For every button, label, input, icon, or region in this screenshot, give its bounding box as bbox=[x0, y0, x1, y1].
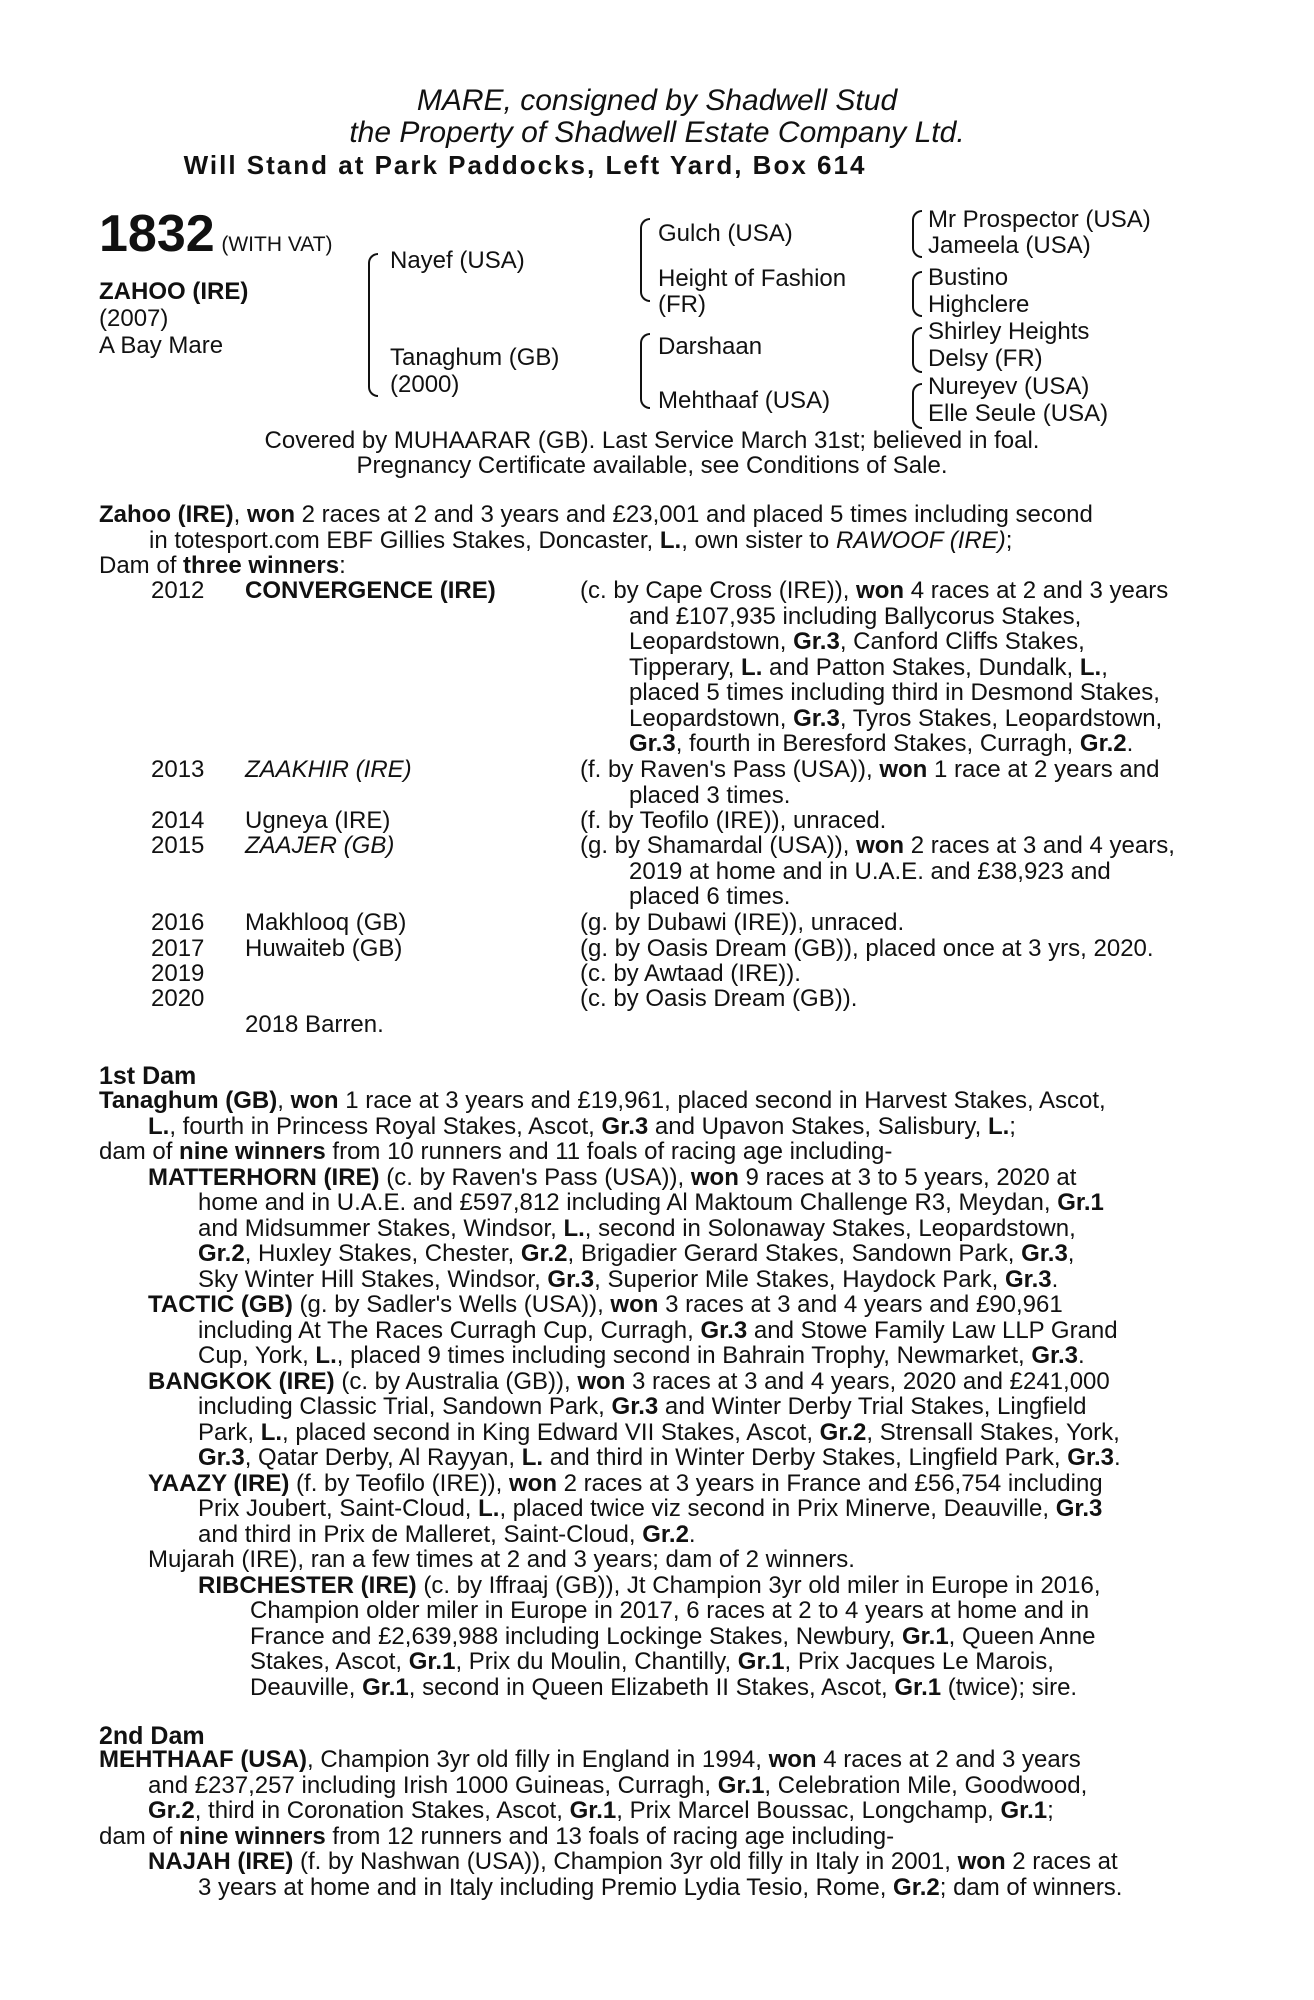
emphasis-text: won bbox=[290, 1087, 339, 1114]
text-run: and Upavon Stakes, Salisbury, bbox=[648, 1112, 988, 1140]
first-dam-line bbox=[198, 1445, 1210, 1471]
produce-name: ZAAJER (GB) bbox=[245, 832, 395, 859]
pedigree-dam-dam: Mehthaaf (USA) bbox=[658, 387, 831, 414]
text-run: . bbox=[1051, 1265, 1059, 1293]
emphasis-text: L. bbox=[148, 1112, 170, 1140]
text-run: , third in Coronation Stakes, Ascot, bbox=[194, 1797, 570, 1824]
produce-detail-line bbox=[580, 808, 1210, 834]
pedigree-brace-ss bbox=[912, 210, 922, 258]
emphasis-text: L. bbox=[260, 1418, 283, 1446]
emphasis-text: won bbox=[856, 832, 905, 859]
text-run: and Stowe Family Law LLP Grand bbox=[747, 1316, 1118, 1344]
second-dam-line bbox=[148, 1798, 1210, 1824]
text-run: (c. by Awtaad (IRE)). bbox=[580, 960, 801, 987]
emphasis-text: L. bbox=[521, 1444, 544, 1471]
text-run: (g. by Dubawi (IRE)), unraced. bbox=[580, 909, 905, 936]
vat-label: (WITH VAT) bbox=[221, 233, 333, 256]
text-run: , Superior Mile Stakes, Haydock Park, bbox=[594, 1265, 1005, 1293]
text-run: 1 race at 2 years and bbox=[927, 756, 1160, 783]
emphasis-text: Gr.3 bbox=[601, 1112, 649, 1140]
emphasis-text: Gr.3 bbox=[547, 1265, 595, 1293]
emphasis-text: L. bbox=[478, 1495, 500, 1522]
produce-detail-line bbox=[629, 706, 1210, 732]
emphasis-text: Gr.3 bbox=[1055, 1495, 1103, 1522]
text-run: placed 3 times. bbox=[629, 781, 791, 809]
emphasis-text: L. bbox=[741, 653, 763, 681]
emphasis-text: BANGKOK (IRE) bbox=[148, 1367, 335, 1395]
text-run: dam of bbox=[99, 1138, 180, 1165]
text-run: (c. by Cape Cross (IRE)), bbox=[580, 577, 857, 604]
produce-year: 2014 bbox=[151, 807, 205, 834]
produce-detail-line bbox=[580, 833, 1210, 859]
emphasis-text: Gr.2 bbox=[148, 1797, 195, 1824]
emphasis-text: nine winners bbox=[179, 1822, 326, 1850]
produce-detail-line bbox=[629, 629, 1210, 655]
barren-note: 2018 Barren. bbox=[245, 1011, 384, 1038]
text-run: , Tyros Stakes, Leopardstown, bbox=[839, 704, 1163, 732]
produce-detail-line bbox=[580, 910, 1210, 936]
text-run: Stakes, Ascot, bbox=[250, 1648, 409, 1675]
produce-detail-line bbox=[629, 783, 1210, 809]
text-run: Deauville, bbox=[250, 1673, 363, 1701]
pedigree-brace-dam bbox=[640, 333, 650, 409]
produce-name: ZAAKHIR (IRE) bbox=[245, 756, 412, 783]
text-run: 2 races at 3 and 4 years, bbox=[904, 832, 1175, 859]
emphasis-text: L. bbox=[1079, 653, 1102, 681]
text-run: 1 race at 3 years and £19,961, placed second in Harvest Stakes, Ascot, bbox=[338, 1087, 1106, 1114]
pedigree-dam-sire: Darshaan bbox=[658, 333, 763, 360]
text-run: , bbox=[1067, 1240, 1075, 1267]
text-run: , Brigadier Gerard Stakes, Sandown Park, bbox=[567, 1240, 1022, 1267]
pedigree-brace-sd bbox=[912, 271, 922, 317]
first-dam-line bbox=[148, 1369, 1210, 1395]
text-run: Mujarah (IRE), ran a few times at 2 and 3 years; dam of 2 winners. bbox=[148, 1546, 855, 1573]
produce-detail-line bbox=[580, 961, 1210, 987]
text-run: Park, bbox=[198, 1418, 261, 1446]
produce-detail-line bbox=[629, 655, 1210, 681]
text-run: , placed twice viz second in Prix Minerve, Deauville, bbox=[499, 1495, 1056, 1522]
emphasis-text: L. bbox=[315, 1342, 337, 1369]
text-run: , Canford Cliffs Stakes, bbox=[839, 628, 1085, 655]
text-run: , bbox=[277, 1087, 291, 1114]
text-run: (f. by Teofilo (IRE)), bbox=[289, 1469, 509, 1497]
text-run: , Prix Jacques Le Marois, bbox=[784, 1648, 1054, 1675]
text-run: . bbox=[688, 1520, 696, 1548]
emphasis-text: Gr.2 bbox=[198, 1240, 245, 1267]
text-run: dam of bbox=[99, 1822, 180, 1850]
text-run: Champion older miler in Europe in 2017, 6 races at 2 to 4 years at home and in bbox=[250, 1597, 1090, 1624]
text-run: , Champion 3yr old filly in England in 1994, bbox=[306, 1746, 769, 1773]
text-run: ; bbox=[1047, 1797, 1054, 1824]
first-dam-line bbox=[148, 1292, 1210, 1318]
pedigree-dds: Nureyev (USA) bbox=[928, 373, 1090, 400]
first-dam-line bbox=[198, 1241, 1210, 1267]
half-sibling-name: RAWOOF (IRE) bbox=[835, 526, 1006, 554]
first-dam-line bbox=[198, 1216, 1210, 1242]
pedigree-sire-dam-2: (FR) bbox=[658, 291, 706, 318]
emphasis-text: three winners bbox=[183, 552, 340, 579]
text-run: , second in Solonaway Stakes, Leopardstown, bbox=[584, 1214, 1076, 1242]
text-run: , fourth in Princess Royal Stakes, Ascot, bbox=[169, 1112, 602, 1140]
emphasis-text: won bbox=[768, 1746, 817, 1773]
text-run: Leopardstown, bbox=[629, 704, 794, 732]
produce-year: 2020 bbox=[151, 985, 205, 1012]
text-run: Sky Winter Hill Stakes, Windsor, bbox=[198, 1265, 548, 1293]
emphasis-text: Gr.3 bbox=[611, 1393, 659, 1420]
text-run: . bbox=[1078, 1342, 1085, 1369]
text-run: and Patton Stakes, Dundalk, bbox=[762, 653, 1080, 681]
emphasis-text: won bbox=[508, 1469, 557, 1497]
emphasis-text: Gr.2 bbox=[642, 1520, 689, 1548]
text-run: and Winter Derby Trial Stakes, Lingfield bbox=[658, 1393, 1087, 1420]
produce-year: 2016 bbox=[151, 909, 205, 936]
second-dam-line bbox=[148, 1773, 1210, 1799]
text-run: and £107,935 including Ballycorus Stakes, bbox=[629, 602, 1082, 630]
emphasis-text: won bbox=[690, 1163, 739, 1191]
produce-detail-line bbox=[629, 604, 1210, 630]
text-run: (f. by Nashwan (USA)), Champion 3yr old filly in Italy in 2001, bbox=[293, 1848, 958, 1875]
emphasis-text: RIBCHESTER (IRE) bbox=[198, 1571, 417, 1599]
produce-detail-line bbox=[580, 757, 1210, 783]
first-dam-line bbox=[198, 1343, 1210, 1369]
emphasis-text: Gr.1 bbox=[901, 1622, 949, 1650]
first-dam-line bbox=[250, 1675, 1210, 1701]
produce-year: 2012 bbox=[151, 577, 205, 604]
text-run: in totesport.com EBF Gillies Stakes, Doncaster, bbox=[149, 526, 660, 554]
text-run: from 12 runners and 13 foals of racing age including- bbox=[325, 1822, 895, 1850]
emphasis-text: Gr.1 bbox=[1057, 1189, 1104, 1216]
emphasis-text: won bbox=[957, 1848, 1006, 1875]
lot-name: ZAHOO (IRE) bbox=[99, 278, 249, 305]
text-run: (g. by Shamardal (USA)), bbox=[580, 832, 857, 859]
text-run: and £237,257 including Irish 1000 Guineas, Curragh, bbox=[148, 1771, 718, 1799]
second-dam-line bbox=[148, 1849, 1210, 1875]
emphasis-text: Gr.2 bbox=[1079, 730, 1127, 757]
emphasis-text: Gr.1 bbox=[408, 1648, 456, 1675]
text-run: (c. by Oasis Dream (GB)). bbox=[580, 985, 858, 1012]
first-dam-line bbox=[198, 1394, 1210, 1420]
pedigree-dsd: Delsy (FR) bbox=[928, 345, 1043, 372]
produce-detail-line bbox=[629, 731, 1210, 757]
first-dam-line bbox=[148, 1114, 1210, 1140]
pedigree-ddd: Elle Seule (USA) bbox=[928, 400, 1109, 427]
text-run: and third in Winter Derby Stakes, Lingfield Park, bbox=[543, 1444, 1068, 1471]
text-run: , Prix Marcel Boussac, Longchamp, bbox=[616, 1797, 1001, 1824]
intro-line bbox=[99, 553, 699, 579]
text-run: , placed second in King Edward VII Stakes, Ascot, bbox=[282, 1418, 820, 1446]
emphasis-text: won bbox=[879, 756, 928, 783]
emphasis-text: Gr.1 bbox=[894, 1673, 942, 1701]
emphasis-text: Gr.3 bbox=[1031, 1342, 1079, 1369]
produce-year: 2013 bbox=[151, 756, 205, 783]
produce-name: Huwaiteb (GB) bbox=[245, 935, 403, 962]
produce-name: Ugneya (IRE) bbox=[245, 807, 391, 834]
pedigree-sdd: Highclere bbox=[928, 291, 1030, 318]
emphasis-text: Gr.1 bbox=[737, 1648, 785, 1675]
text-run: (f. by Teofilo (IRE)), unraced. bbox=[580, 807, 887, 834]
header-line-1: MARE, consigned by Shadwell Stud bbox=[416, 84, 898, 117]
text-run: , Huxley Stakes, Chester, bbox=[244, 1240, 521, 1267]
pedigree-sss: Mr Prospector (USA) bbox=[928, 206, 1151, 233]
text-run: 3 years at home and in Italy including Premio Lydia Tesio, Rome, bbox=[198, 1873, 894, 1901]
emphasis-text: TACTIC (GB) bbox=[148, 1291, 293, 1318]
text-run: 4 races at 2 and 3 years bbox=[816, 1746, 1081, 1773]
pedigree-ssd: Jameela (USA) bbox=[928, 232, 1091, 259]
text-run: , Prix du Moulin, Chantilly, bbox=[455, 1648, 738, 1675]
text-run: (g. by Oasis Dream (GB)), placed once at 3 yrs, 2020. bbox=[580, 935, 1154, 962]
first-dam-line bbox=[250, 1624, 1210, 1650]
emphasis-text: won bbox=[577, 1367, 626, 1395]
emphasis-text: Gr.3 bbox=[629, 730, 676, 757]
text-run: 9 races at 3 to 5 years, 2020 at bbox=[738, 1163, 1077, 1191]
text-run: Leopardstown, bbox=[629, 628, 794, 655]
header-line-2: the Property of Shadwell Estate Company Ltd. bbox=[349, 116, 965, 149]
covered-line-1: Covered by MUHAARAR (GB). Last Service March 31st; believed in foal. bbox=[264, 427, 1040, 454]
first-dam-line bbox=[198, 1318, 1210, 1344]
emphasis-text: Tanaghum (GB) bbox=[99, 1087, 278, 1114]
produce-detail-line bbox=[580, 986, 1210, 1012]
first-dam-line bbox=[148, 1471, 1210, 1497]
pedigree-brace-main bbox=[368, 253, 378, 397]
emphasis-text: won bbox=[247, 501, 295, 528]
text-run: 2019 at home and in U.A.E. and £38,923 and bbox=[629, 857, 1111, 885]
text-run: 2 races at bbox=[1005, 1848, 1118, 1875]
intro-line bbox=[99, 502, 1210, 528]
first-dam-line bbox=[198, 1267, 1210, 1293]
produce-year: 2017 bbox=[151, 935, 205, 962]
second-dam-line bbox=[99, 1747, 1210, 1773]
text-run: including At The Races Curragh Cup, Curragh, bbox=[198, 1316, 701, 1344]
covered-line-2: Pregnancy Certificate available, see Conditions of Sale. bbox=[356, 452, 948, 479]
text-run: , own sister to bbox=[681, 526, 836, 554]
emphasis-text: Gr.2 bbox=[819, 1418, 867, 1446]
text-run: 2 races at 3 years in France and £56,754 including bbox=[556, 1469, 1103, 1497]
emphasis-text: nine winners bbox=[179, 1138, 326, 1165]
text-run: from 10 runners and 11 foals of racing age including- bbox=[325, 1138, 893, 1165]
text-run: (f. by Raven's Pass (USA)), bbox=[580, 756, 880, 783]
produce-year: 2019 bbox=[151, 960, 205, 987]
pedigree-brace-dd bbox=[912, 383, 922, 429]
pedigree-dss: Shirley Heights bbox=[928, 318, 1090, 345]
emphasis-text: Zahoo (IRE) bbox=[99, 501, 234, 528]
first-dam-line bbox=[148, 1547, 1210, 1573]
text-run: including Classic Trial, Sandown Park, bbox=[198, 1393, 612, 1420]
emphasis-text: Gr.3 bbox=[1067, 1444, 1114, 1471]
text-run: Prix Joubert, Saint-Cloud, bbox=[198, 1495, 479, 1522]
produce-detail-line bbox=[629, 884, 1210, 910]
lot-description: A Bay Mare bbox=[99, 332, 224, 359]
emphasis-text: MEHTHAAF (USA) bbox=[99, 1746, 307, 1773]
text-run: Tipperary, bbox=[629, 653, 742, 681]
text-run: ; bbox=[1005, 526, 1013, 554]
text-run: placed 6 times. bbox=[629, 883, 791, 910]
text-run: (c. by Iffraaj (GB)), Jt Champion 3yr old miler in Europe in 2016, bbox=[416, 1571, 1101, 1599]
text-run: , Queen Anne bbox=[948, 1622, 1096, 1650]
produce-detail-line bbox=[580, 578, 1210, 604]
text-run: 3 races at 3 and 4 years, 2020 and £241,000 bbox=[625, 1367, 1110, 1395]
text-run: 2 races at 2 and 3 years and £23,001 and placed 5 times including second bbox=[295, 501, 1093, 528]
text-run: Dam of bbox=[99, 552, 184, 579]
first-dam-line bbox=[198, 1190, 1210, 1216]
second-dam-heading: 2nd Dam bbox=[99, 1722, 205, 1750]
text-run: , bbox=[1101, 653, 1108, 681]
text-run: France and £2,639,988 including Lockinge Stakes, Newbury, bbox=[250, 1622, 902, 1650]
produce-detail-line bbox=[580, 936, 1210, 962]
emphasis-text: Gr.1 bbox=[1000, 1797, 1048, 1824]
emphasis-text: Gr.2 bbox=[893, 1873, 940, 1901]
emphasis-text: MATTERHORN (IRE) bbox=[148, 1163, 380, 1191]
emphasis-text: Gr.2 bbox=[520, 1240, 568, 1267]
emphasis-text: Gr.1 bbox=[569, 1797, 617, 1824]
text-run: , placed 9 times including second in Bahrain Trophy, Newmarket, bbox=[336, 1342, 1032, 1369]
second-dam-line bbox=[99, 1824, 1210, 1850]
text-run: , bbox=[233, 501, 247, 528]
emphasis-text: won bbox=[856, 577, 905, 604]
text-run: ; dam of winners. bbox=[939, 1873, 1123, 1901]
lot-number-block bbox=[99, 206, 333, 273]
emphasis-text: Gr.3 bbox=[793, 628, 840, 655]
emphasis-text: Gr.3 bbox=[1004, 1265, 1052, 1293]
first-dam-line bbox=[250, 1598, 1210, 1624]
text-run: (g. by Sadler's Wells (USA)), bbox=[292, 1291, 611, 1318]
emphasis-text: won bbox=[610, 1291, 659, 1318]
second-dam-line bbox=[198, 1875, 1210, 1901]
text-run: : bbox=[339, 552, 346, 579]
first-dam-line bbox=[99, 1088, 1210, 1114]
emphasis-text: YAAZY (IRE) bbox=[148, 1469, 290, 1497]
emphasis-text: Gr.3 bbox=[700, 1316, 748, 1344]
text-run: placed 5 times including third in Desmond Stakes, bbox=[629, 679, 1160, 706]
pedigree-sire-sire: Gulch (USA) bbox=[658, 220, 793, 247]
lot-number: 1832 bbox=[99, 205, 215, 263]
intro-line bbox=[149, 528, 1210, 554]
pedigree-brace-ds bbox=[912, 327, 922, 373]
first-dam-heading: 1st Dam bbox=[99, 1062, 197, 1090]
emphasis-text: Gr.3 bbox=[1021, 1240, 1068, 1267]
emphasis-text: Gr.3 bbox=[793, 704, 840, 732]
text-run: (c. by Australia (GB)), bbox=[334, 1367, 578, 1395]
emphasis-text: L. bbox=[659, 526, 682, 554]
produce-name: CONVERGENCE (IRE) bbox=[245, 577, 496, 604]
text-run: and Midsummer Stakes, Windsor, bbox=[198, 1214, 564, 1242]
text-run: . bbox=[1126, 730, 1134, 757]
emphasis-text: NAJAH (IRE) bbox=[148, 1848, 294, 1875]
text-run: 4 races at 2 and 3 years bbox=[904, 577, 1169, 604]
pedigree-dam-year: (2000) bbox=[390, 371, 460, 398]
emphasis-text: Gr.1 bbox=[717, 1771, 765, 1799]
pedigree-brace-sire bbox=[640, 218, 650, 302]
text-run: and third in Prix de Malleret, Saint-Cloud, bbox=[198, 1520, 643, 1548]
text-run: , Celebration Mile, Goodwood, bbox=[764, 1771, 1088, 1799]
emphasis-text: Gr.1 bbox=[362, 1673, 409, 1701]
text-run: ; bbox=[1009, 1112, 1016, 1140]
text-run: Cup, York, bbox=[198, 1342, 316, 1369]
text-run: home and in U.A.E. and £597,812 including Al Maktoum Challenge R3, Meydan, bbox=[198, 1189, 1058, 1216]
text-run: 3 races at 3 and 4 years and £90,961 bbox=[658, 1291, 1063, 1318]
emphasis-text: Gr.3 bbox=[198, 1444, 245, 1471]
text-run: , second in Queen Elizabeth II Stakes, Ascot, bbox=[408, 1673, 895, 1701]
first-dam-line bbox=[198, 1573, 1210, 1599]
text-run: , Strensall Stakes, York, bbox=[866, 1418, 1120, 1446]
text-run: , fourth in Beresford Stakes, Curragh, bbox=[675, 730, 1080, 757]
first-dam-line bbox=[198, 1420, 1210, 1446]
text-run: (c. by Raven's Pass (USA)), bbox=[379, 1163, 691, 1191]
produce-detail-line bbox=[629, 680, 1210, 706]
produce-year: 2015 bbox=[151, 832, 205, 859]
pedigree-sire: Nayef (USA) bbox=[390, 247, 525, 274]
header-line-3: Will Stand at Park Paddocks, Left Yard, Box 614 bbox=[183, 150, 867, 180]
text-run: , Qatar Derby, Al Rayyan, bbox=[244, 1444, 522, 1471]
emphasis-text: L. bbox=[987, 1112, 1010, 1140]
produce-detail-line bbox=[629, 859, 1210, 885]
produce-name: Makhlooq (GB) bbox=[245, 909, 407, 936]
first-dam-line bbox=[250, 1649, 1210, 1675]
text-run: (twice); sire. bbox=[941, 1673, 1078, 1701]
pedigree-dam: Tanaghum (GB) bbox=[390, 344, 560, 371]
first-dam-line bbox=[198, 1496, 1210, 1522]
lot-year: (2007) bbox=[99, 305, 169, 332]
emphasis-text: L. bbox=[563, 1214, 585, 1242]
pedigree-sds: Bustino bbox=[928, 264, 1009, 291]
text-run: . bbox=[1113, 1444, 1121, 1471]
pedigree-sire-dam: Height of Fashion bbox=[658, 265, 847, 292]
first-dam-line bbox=[148, 1165, 1210, 1191]
first-dam-line bbox=[99, 1139, 1210, 1165]
first-dam-line bbox=[198, 1522, 1210, 1548]
